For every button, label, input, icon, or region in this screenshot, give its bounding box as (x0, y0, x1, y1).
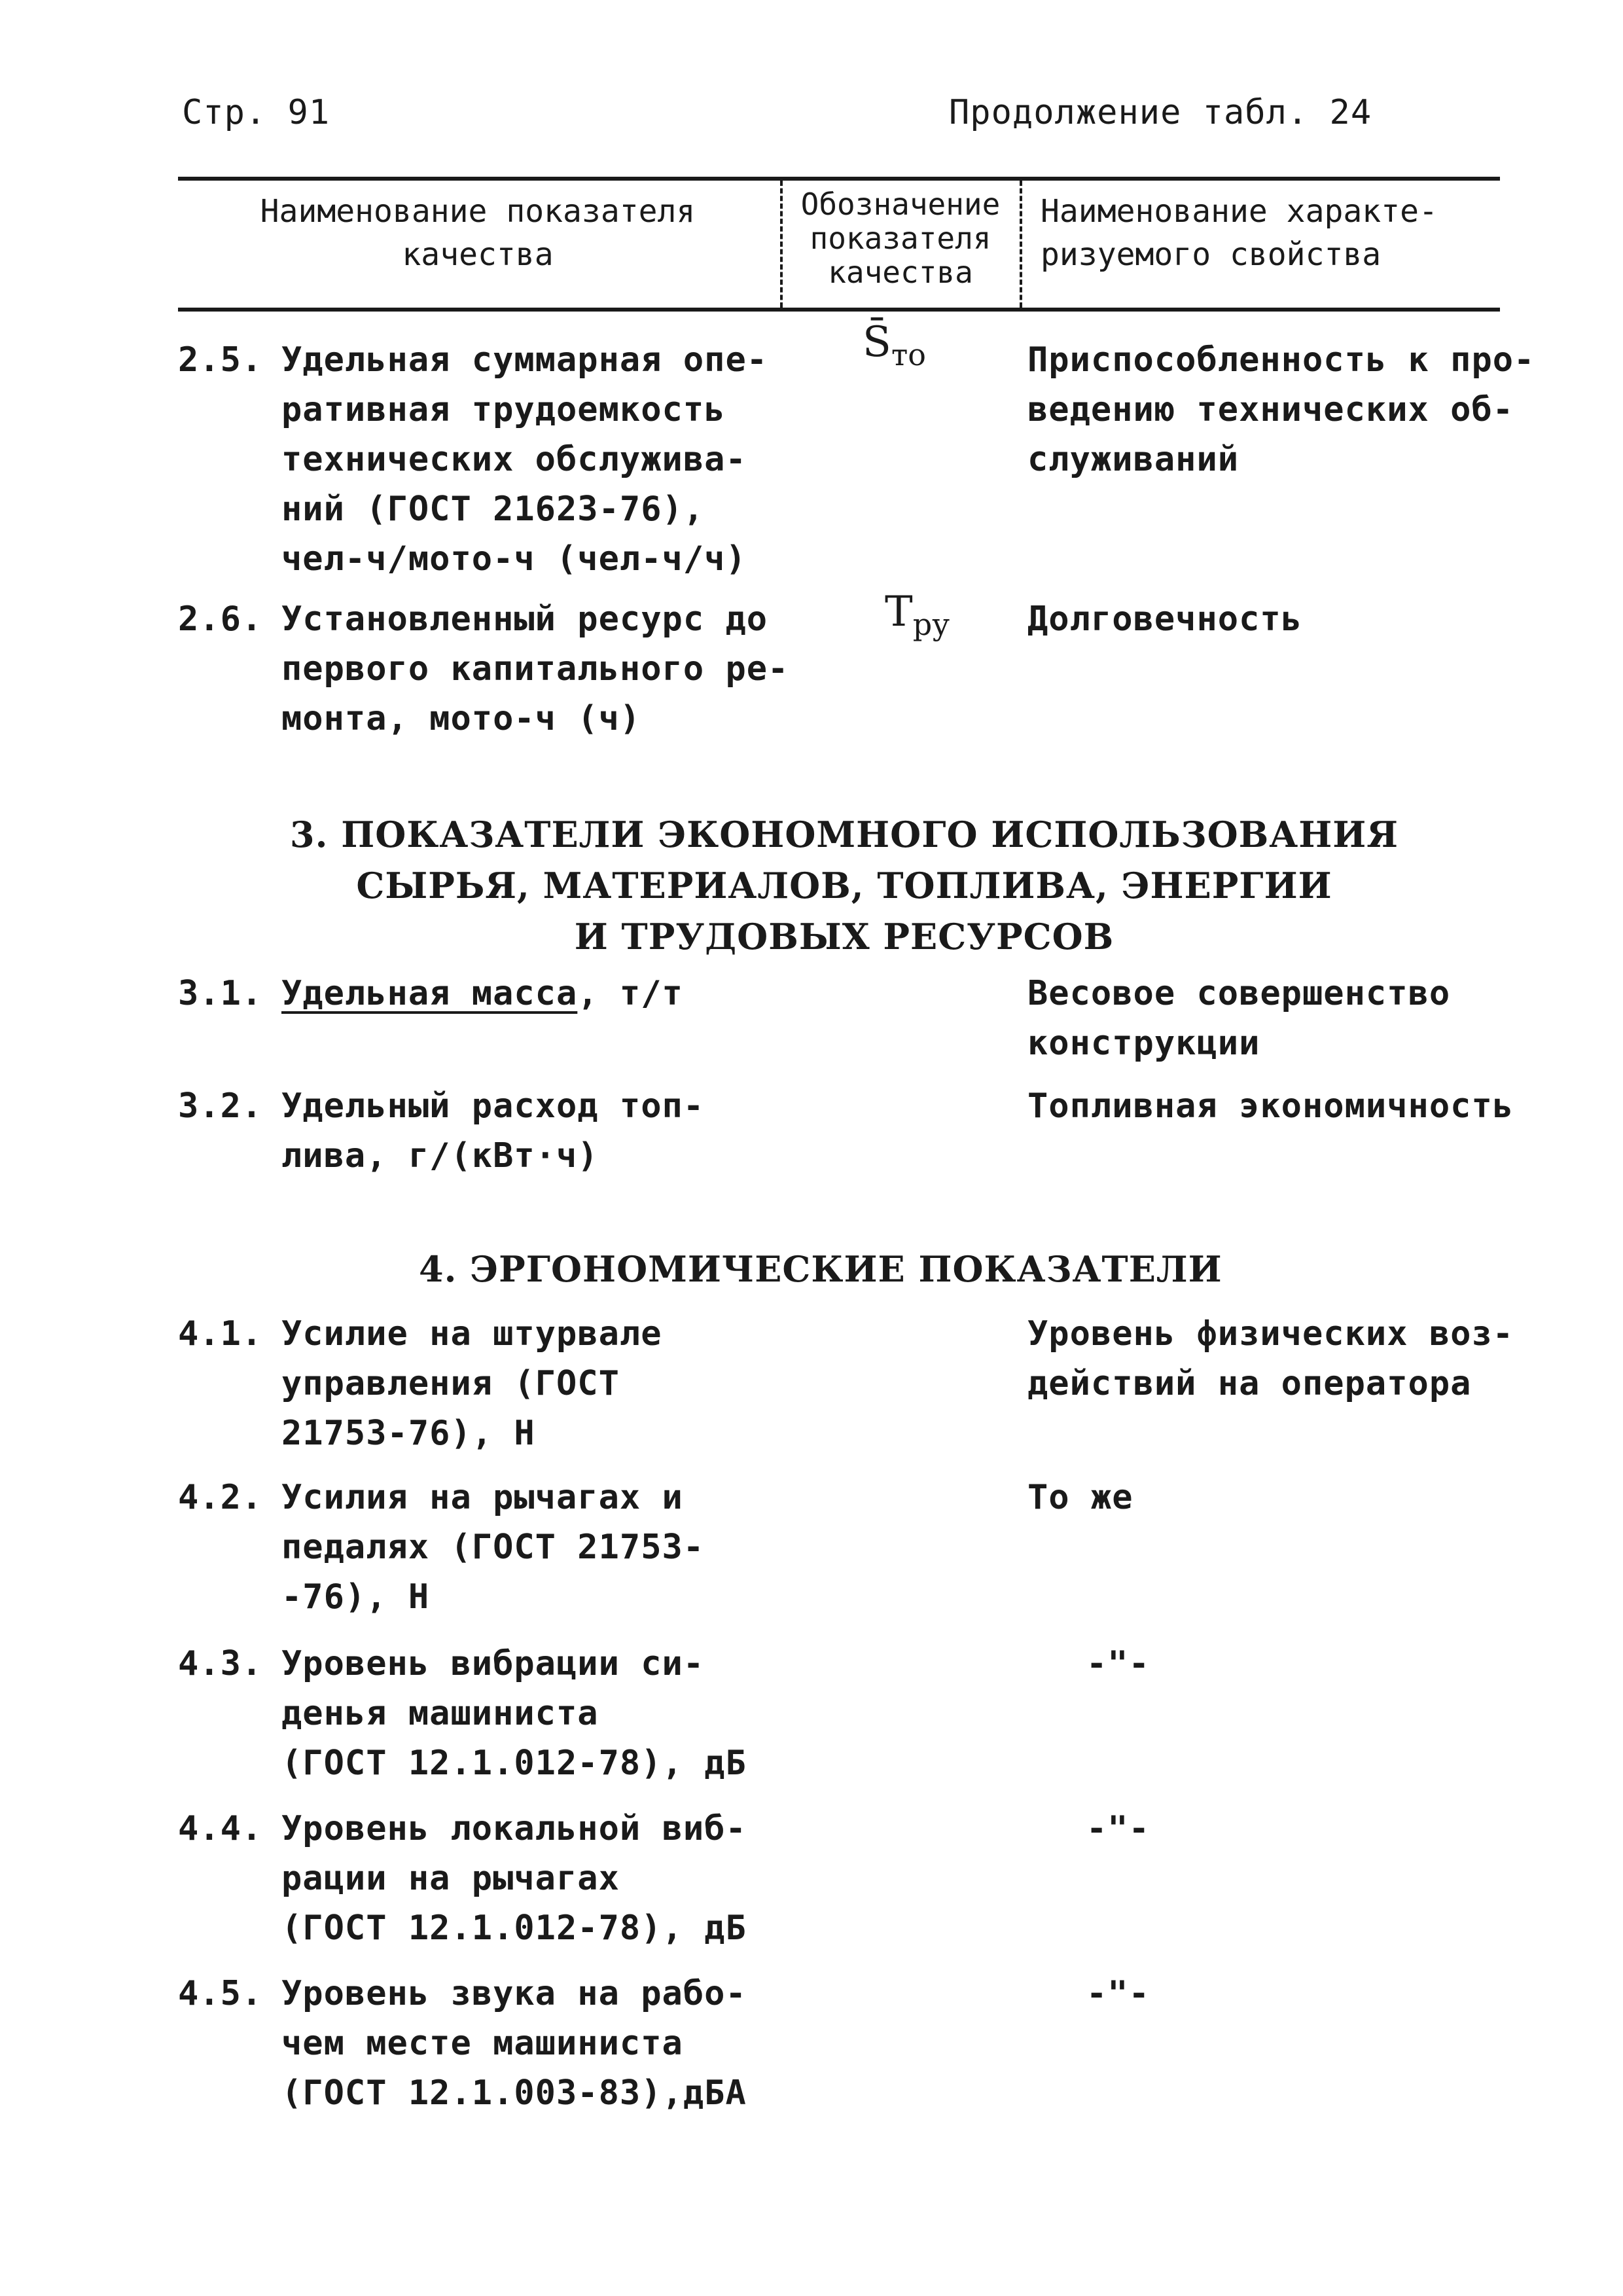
indicator-name (281, 969, 779, 1018)
row-number: 3.1. (178, 974, 263, 1013)
indicator-name: Уровень локальной виб- рации на рычагах (ГОСТ 12.1.012-78), дБ (281, 1809, 747, 1948)
indicator-symbol-subscript: ру (912, 607, 950, 642)
indicator-symbol-main: T (885, 588, 913, 636)
section-4-heading: 4. ЭРГОНОМИЧЕСКИЕ ПОКАЗАТЕЛИ (419, 1248, 1222, 1290)
header-col-indicator-symbol: Обозначение показателя качества (800, 187, 1001, 290)
indicator-name: Удельный расход топ- лива, г/(кВт·ч) (281, 1086, 705, 1175)
row-number: 4.5. (178, 1974, 263, 2013)
indicator-symbol (885, 588, 950, 642)
row-number: 2.5. (178, 340, 263, 380)
header-top-rule (178, 177, 1500, 181)
row-number: 3.2. (178, 1086, 263, 1126)
header-bottom-rule (178, 308, 1500, 312)
indicator-name: Установленный ресурс до первого капитального ре- монта, мото-ч (ч) (281, 600, 789, 738)
indicator-name-unit: , т/т (577, 974, 683, 1013)
indicator-symbol-subscript: то (891, 337, 926, 372)
row-number: 4.1. (178, 1314, 263, 1354)
row-number: 4.4. (178, 1809, 263, 1848)
table-continuation-label: Продолжение табл. 24 (949, 93, 1372, 132)
characterized-property: Весовое совершенство конструкции (1027, 974, 1451, 1063)
characterized-property: -"- (1086, 1974, 1150, 2013)
characterized-property: Уровень физических воз- действий на оператора (1027, 1314, 1514, 1403)
indicator-name: Удельная суммарная опе- ративная трудоемкость технических обслужива- ний (ГОСТ 21623-76), чел-ч/мото-ч (чел-ч/ч) (281, 340, 768, 579)
indicator-symbol (863, 318, 926, 372)
page-number: Стр. 91 (182, 93, 330, 132)
characterized-property: Приспособленность к про- ведению технических об- служиваний (1027, 340, 1535, 479)
characterized-property: -"- (1086, 1809, 1150, 1848)
characterized-property: -"- (1086, 1644, 1150, 1683)
header-col-property: Наименование характе- ризуемого свойства (1041, 193, 1438, 273)
indicator-name-underlined: Удельная масса (281, 974, 578, 1013)
indicator-name: Уровень звука на рабо- чем месте машиниста (ГОСТ 12.1.003-83),дБА (281, 1974, 747, 2113)
row-number: 4.2. (178, 1478, 263, 1517)
header-column-separator (1020, 181, 1022, 308)
indicator-symbol-main: S̄ (863, 318, 891, 367)
indicator-name: Уровень вибрации си- денья машиниста (ГОСТ 12.1.012-78), дБ (281, 1644, 747, 1783)
characterized-property: Долговечность (1027, 600, 1302, 639)
indicator-name: Усилие на штурвале управления (ГОСТ 21753-76), Н (281, 1314, 662, 1453)
row-number: 2.6. (178, 600, 263, 639)
section-3-heading: 3. ПОКАЗАТЕЛИ ЭКОНОМНОГО ИСПОЛЬЗОВАНИЯ СЫРЬЯ, МАТЕРИАЛОВ, ТОПЛИВА, ЭНЕРГИИ И ТРУДОВЫХ РЕСУРСОВ (290, 814, 1399, 958)
header-col-indicator-name: Наименование показателя качества (260, 193, 696, 273)
indicator-name: Усилия на рычагах и педалях (ГОСТ 21753- -76), Н (281, 1478, 705, 1617)
characterized-property: То же (1027, 1478, 1133, 1517)
row-number: 4.3. (178, 1644, 263, 1683)
characterized-property: Топливная экономичность (1027, 1086, 1514, 1126)
